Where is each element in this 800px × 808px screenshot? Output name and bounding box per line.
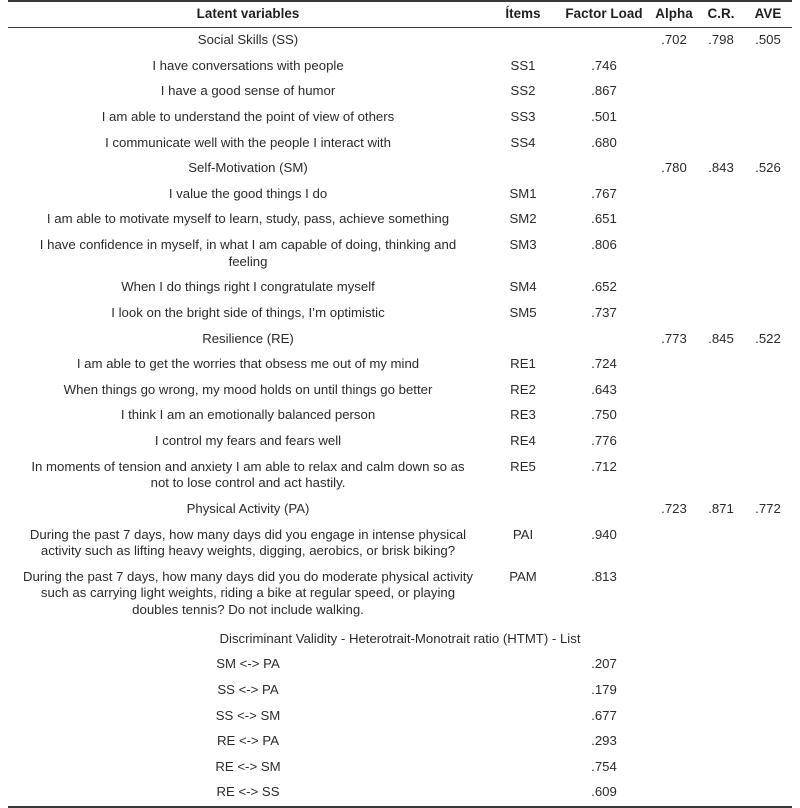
column-header-items: Ítems	[488, 2, 558, 28]
cell-cr	[698, 729, 744, 755]
cell-ave	[744, 523, 792, 565]
cell-factor-load: .179	[591, 681, 617, 697]
cell-label: Social Skills (SS)	[197, 32, 299, 47]
construct-row	[8, 28, 792, 54]
cell-cr	[698, 352, 744, 378]
htmt-pair-row	[8, 729, 792, 755]
cell-cr	[698, 207, 744, 233]
cell-factor-load: .652	[591, 279, 617, 295]
column-header-factor-load: Factor Load	[558, 2, 650, 28]
cell-ave	[744, 704, 792, 730]
column-header-latent-variables: Latent variables	[8, 2, 488, 28]
cell-cr	[698, 429, 744, 455]
cell-alpha	[650, 729, 698, 755]
cell-items: SS4	[510, 134, 536, 150]
cell-ave: .772	[755, 500, 781, 516]
header-row	[8, 2, 792, 28]
cell-cr	[698, 275, 744, 301]
cell-cr	[698, 233, 744, 275]
cell-label: I am able to motivate myself to learn, study, pass, achieve something	[46, 211, 450, 227]
cell-label: I have conversations with people	[152, 57, 344, 73]
table-row	[8, 182, 792, 208]
cell-alpha: .773	[661, 330, 687, 346]
cell-factor-load: .813	[591, 568, 617, 584]
cell-items: SS1	[510, 57, 536, 73]
column-header-alpha: Alpha	[650, 2, 698, 28]
cell-factor-load: .754	[591, 758, 617, 774]
cell-ave	[744, 378, 792, 404]
htmt-pair-row	[8, 755, 792, 781]
cell-ave	[744, 79, 792, 105]
cell-ave	[744, 565, 792, 624]
cell-ave	[744, 275, 792, 301]
cell-items: RE1	[510, 356, 536, 372]
cell-cr	[698, 403, 744, 429]
cell-factor-load: .677	[591, 707, 617, 723]
table-header	[8, 1, 792, 28]
cell-ave	[744, 455, 792, 497]
cell-cr	[698, 455, 744, 497]
cell-cr	[698, 301, 744, 327]
cell-cr	[698, 704, 744, 730]
cell-ave: .522	[755, 330, 781, 346]
cell-items: PAI	[512, 526, 534, 542]
cell-alpha: .723	[661, 500, 687, 516]
table-row	[8, 207, 792, 233]
cell-label: RE <-> SM	[215, 758, 281, 774]
table-row	[8, 79, 792, 105]
cell-cr: .798	[708, 32, 734, 47]
cell-items: RE4	[510, 433, 536, 448]
cell-factor-load: .940	[591, 526, 617, 542]
table-row	[8, 352, 792, 378]
cell-items	[488, 678, 558, 704]
cell-items: SM3	[509, 237, 537, 252]
cell-cr	[698, 105, 744, 131]
cell-ave	[744, 301, 792, 327]
table-row	[8, 131, 792, 157]
cell-ave	[744, 233, 792, 275]
htmt-pair-row	[8, 704, 792, 730]
cell-ave	[744, 780, 792, 807]
cell-ave	[744, 207, 792, 233]
cell-label: I look on the bright side of things, I’m optimistic	[111, 304, 385, 320]
cell-factor-load: .501	[591, 108, 617, 124]
cell-label: I am able to understand the point of view of others	[101, 108, 395, 124]
htmt-subheading-row	[8, 624, 792, 653]
cell-alpha	[650, 233, 698, 275]
cell-ave: .526	[755, 160, 781, 176]
table-row	[8, 378, 792, 404]
table-row	[8, 429, 792, 455]
cell-alpha	[650, 182, 698, 208]
cell-cr	[698, 378, 744, 404]
cell-items	[488, 704, 558, 730]
cell-items: SS2	[510, 83, 536, 99]
cell-items: SM4	[509, 279, 537, 295]
cell-label: I have a good sense of humor	[160, 83, 336, 99]
table-row	[8, 523, 792, 565]
cell-ave	[744, 652, 792, 678]
cell-label: Self-Motivation (SM)	[188, 160, 308, 176]
cell-items: SM5	[509, 304, 537, 320]
cell-alpha	[650, 678, 698, 704]
cell-label: SS <-> SM	[215, 707, 281, 723]
cell-label: During the past 7 days, how many days did you engage in intense physical activity such as lifting heavy weights, digging, aerobics, or brisk biking?	[29, 526, 467, 559]
construct-row	[8, 327, 792, 353]
cell-ave	[744, 105, 792, 131]
cell-alpha	[650, 780, 698, 807]
cell-ave	[744, 755, 792, 781]
cell-ave	[744, 352, 792, 378]
cell-alpha	[650, 79, 698, 105]
cell-alpha	[650, 652, 698, 678]
cell-ave	[744, 429, 792, 455]
cell-alpha	[650, 565, 698, 624]
cell-cr	[698, 755, 744, 781]
cell-items: PAM	[509, 568, 537, 584]
table-body	[8, 28, 792, 808]
column-header-cr: C.R.	[698, 2, 744, 28]
table-row	[8, 54, 792, 80]
cell-alpha	[650, 275, 698, 301]
cell-label: SS <-> PA	[217, 681, 279, 697]
cell-alpha	[650, 54, 698, 80]
cell-factor-load: .776	[591, 433, 617, 448]
cell-alpha	[650, 704, 698, 730]
cell-factor-load	[558, 327, 650, 353]
cell-alpha	[650, 455, 698, 497]
cell-items	[488, 729, 558, 755]
table-row	[8, 301, 792, 327]
table-row	[8, 105, 792, 131]
cell-factor-load: .207	[591, 656, 617, 672]
cell-items	[488, 652, 558, 678]
cell-cr	[698, 182, 744, 208]
cell-alpha	[650, 755, 698, 781]
construct-row	[8, 156, 792, 182]
cell-ave	[744, 54, 792, 80]
cell-alpha	[650, 403, 698, 429]
cell-items	[488, 28, 558, 54]
cell-alpha	[650, 378, 698, 404]
cell-ave	[744, 131, 792, 157]
cell-alpha	[650, 352, 698, 378]
cell-ave: .505	[755, 32, 781, 47]
cell-factor-load: .651	[591, 211, 617, 227]
cell-label: During the past 7 days, how many days did you do moderate physical activity such as carrying light weights, riding a bike at regular speed, or playing doubles tennis? Do not include walking.	[22, 568, 474, 617]
cell-label: I am able to get the worries that obsess me out of my mind	[76, 356, 420, 372]
cell-factor-load: .806	[591, 237, 617, 252]
htmt-pair-row	[8, 780, 792, 807]
cell-factor-load: .867	[591, 83, 617, 99]
cell-factor-load	[558, 497, 650, 523]
cell-alpha	[650, 523, 698, 565]
cell-items	[488, 755, 558, 781]
cell-label: RE <-> SS	[216, 784, 280, 800]
cell-items	[488, 156, 558, 182]
cell-label: RE <-> PA	[216, 733, 280, 749]
construct-row	[8, 497, 792, 523]
cell-label: Resilience (RE)	[202, 330, 294, 346]
cell-items	[488, 497, 558, 523]
cell-factor-load: .750	[591, 407, 617, 423]
cell-factor-load: .767	[591, 185, 617, 201]
cell-factor-load: .609	[591, 784, 617, 800]
cell-label: When I do things right I congratulate myself	[121, 279, 375, 295]
cell-factor-load: .712	[591, 458, 617, 474]
cell-cr: .845	[708, 330, 734, 346]
htmt-subheading-label: Discriminant Validity - Heterotrait-Monotrait ratio (HTMT) - List	[219, 630, 581, 646]
cell-label: In moments of tension and anxiety I am able to relax and calm down so as not to lose control and act hastily.	[31, 458, 465, 491]
table-row	[8, 565, 792, 624]
table-row	[8, 455, 792, 497]
cell-label: I value the good things I do	[168, 185, 328, 201]
cell-cr	[698, 565, 744, 624]
table-row	[8, 233, 792, 275]
cell-cr	[698, 131, 744, 157]
htmt-pair-row	[8, 652, 792, 678]
cell-label: I think I am an emotionally balanced person	[120, 407, 376, 423]
cell-factor-load: .293	[591, 733, 617, 749]
cell-ave	[744, 678, 792, 704]
cell-items	[488, 327, 558, 353]
cell-alpha	[650, 131, 698, 157]
cell-cr: .843	[708, 160, 734, 176]
cell-ave	[744, 729, 792, 755]
cell-alpha	[650, 429, 698, 455]
cell-label: I communicate well with the people I interact with	[105, 134, 391, 150]
cell-label: Physical Activity (PA)	[186, 500, 310, 516]
cell-alpha: .702	[661, 32, 687, 47]
column-header-ave: AVE	[744, 2, 792, 28]
cell-cr: .871	[708, 500, 734, 516]
cell-items: SS3	[510, 108, 536, 124]
cell-cr	[698, 780, 744, 807]
cell-alpha: .780	[661, 160, 687, 176]
cell-factor-load: .724	[591, 356, 617, 372]
cell-ave	[744, 182, 792, 208]
cell-label: I have confidence in myself, in what I am capable of doing, thinking and feeling	[39, 237, 457, 269]
cell-cr	[698, 678, 744, 704]
cell-cr	[698, 54, 744, 80]
cell-factor-load: .737	[591, 304, 617, 320]
cell-alpha	[650, 105, 698, 131]
cell-items: SM2	[509, 211, 537, 227]
latent-variables-table	[8, 0, 792, 808]
cell-factor-load: .643	[591, 381, 617, 397]
table-row	[8, 403, 792, 429]
cell-label: When things go wrong, my mood holds on until things go better	[63, 381, 433, 397]
cell-ave	[744, 403, 792, 429]
cell-factor-load	[558, 156, 650, 182]
cell-items: RE3	[510, 407, 536, 423]
cell-label: SM <-> PA	[216, 656, 280, 672]
cell-alpha	[650, 207, 698, 233]
table-row	[8, 275, 792, 301]
cell-items	[488, 780, 558, 807]
cell-cr	[698, 79, 744, 105]
cell-cr	[698, 652, 744, 678]
cell-factor-load	[558, 28, 650, 54]
cell-factor-load: .680	[591, 134, 617, 150]
cell-alpha	[650, 301, 698, 327]
cell-factor-load: .746	[591, 57, 617, 73]
cell-items: SM1	[509, 185, 537, 201]
cell-label: I control my fears and fears well	[154, 433, 342, 448]
cell-items: RE2	[510, 381, 536, 397]
cell-items: RE5	[510, 458, 536, 474]
htmt-pair-row	[8, 678, 792, 704]
cell-cr	[698, 523, 744, 565]
